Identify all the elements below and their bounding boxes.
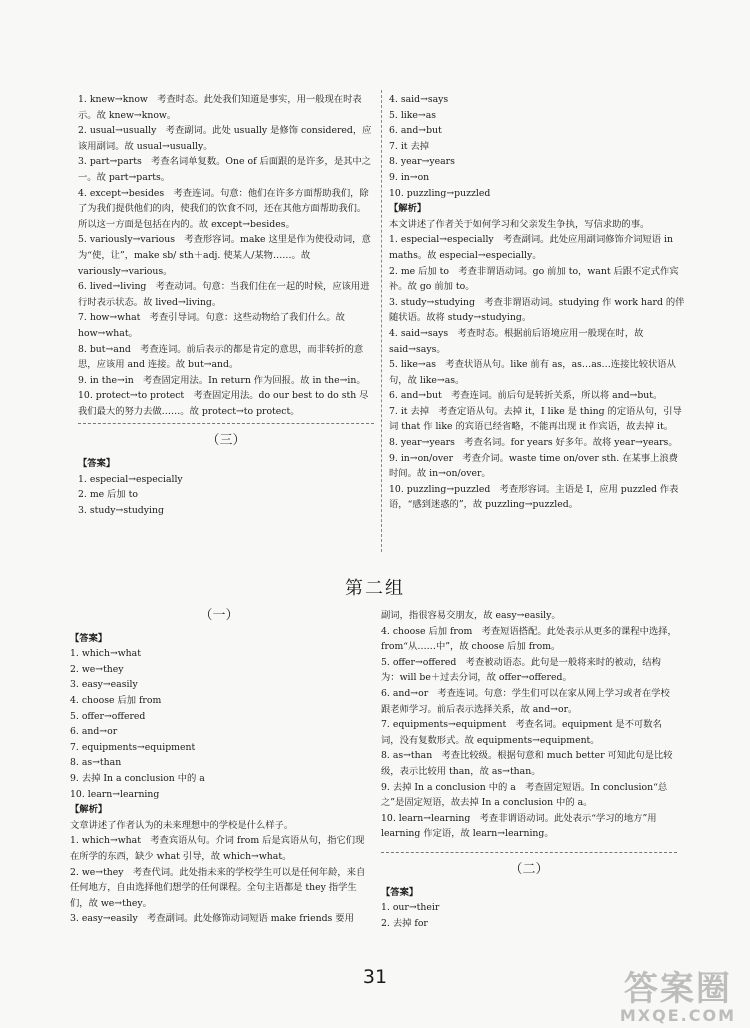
section-heading: （一）: [199, 608, 239, 623]
explanation-item: 6. lived→living 考查动词。句意：当我们住在一起的时候，应该用进行时表示状态。故 lived→living。: [78, 281, 370, 308]
answer-item: 7. equipments→equipment: [70, 741, 196, 753]
page-number: 31: [362, 966, 388, 988]
answer-item: 5. offer→offered: [70, 710, 146, 722]
watermark-text: 答案圈: [623, 969, 732, 1009]
section-divider: [381, 852, 677, 853]
explanation-item: 3. study→studying 考查非谓语动词。studying 作 work hard 的伴随状语。故将 study→studying。: [389, 296, 685, 324]
answer-item: 2. me 后加 to: [78, 489, 138, 501]
explanation-item: 3. easy→easily 考查副词。此处修饰动词短语 make friends 要用: [70, 913, 354, 925]
explanation-item: 1. which→what 考查宾语从句。介词 from 后是宾语从句，指它们现在所学的东西，缺少 what 引导，故 which→what。: [70, 835, 365, 862]
explanation-item: 8. but→and 考查连词。前后表示的都是肯定的意思，而非转折的意思，应该用 and 连接。故 but→and。: [78, 343, 364, 371]
answer-item: 7. it 去掉: [389, 140, 430, 152]
explanation-item: 7. how→what 考查引导词。句意：这些动物给了我们什么。故 how→what。: [78, 312, 345, 339]
section-divider: [78, 423, 374, 424]
answer-item: 1. which→what: [70, 648, 141, 660]
explanation-item: 10. learn→learning 考查非谓语动词。此处表示“学习的地方”用 learning 作定语，故 learn→learning。: [381, 812, 657, 840]
watermark-url: MXQE.COM: [619, 1006, 736, 1025]
bottom-left-column: [70, 604, 368, 927]
answer-item: 4. choose 后加 from: [70, 694, 162, 706]
explanation-item: 4. except→besides 考查连词。句意：他们在许多方面帮助我们，除了为我们提供他们的肉，使我们的饮食不同，还在其他方面帮助我们。所以这一方面是包括在内的。故 except→besides。: [78, 187, 369, 230]
bottom-right-column: [381, 608, 677, 931]
answer-label: 【答案】: [70, 632, 108, 644]
answer-item: 3. study→studying: [78, 504, 164, 516]
answer-item: 9. 去掉 In a conclusion 中的 a: [70, 772, 205, 784]
section-heading: （二）: [509, 861, 549, 877]
top-left-column: [78, 92, 374, 518]
section-heading: （三）: [206, 433, 246, 449]
top-left-items: [78, 92, 374, 419]
answer-item: 3. easy→easily: [70, 679, 138, 691]
explanation-item: 2. usual→usually 考查副词。此处 usually 是修饰 considered，应该用副词。故 usual→usually。: [78, 125, 372, 152]
explanation-item: 9. 去掉 In a conclusion 中的 a 考查固定短语。In conclusion“总之”是固定短语，故去掉 In a conclusion 中的 a。: [381, 781, 668, 809]
explanation-item: 副词，指很容易交朋友，故 easy→easily。: [381, 610, 561, 621]
answer-label: 【答案】: [381, 886, 419, 898]
explanation-item: 9. in→on/over 考查介词。waste time on/over sth. 在某事上浪费时间。故 in→on/over。: [389, 452, 678, 480]
answer-item: 1. our→their: [381, 902, 440, 914]
group-title: 第二组: [345, 578, 405, 599]
explanation-item: 4. choose 后加 from 考查短语搭配。此处表示从更多的课程中选择，from“从……中”，故 choose 后加 from。: [381, 625, 677, 653]
explanation-item: 9. in the→in 考查固定用法。In return 作为回报。故 in the→in。: [78, 374, 366, 386]
explanation-item: 5. offer→offered 考查被动语态。此句是一般将来时的被动，结构为：will be＋过去分词，故 offer→offered。: [381, 656, 661, 684]
explanation-item: 5. variously→various 考查形容词。make 这里是作为使役动词，意为“使，让”，make sb/ sth＋adj. 使某人/某物……。故 variously→various。: [78, 234, 371, 277]
answer-item: 10. learn→learning: [70, 788, 160, 800]
explanation-item: 2. me 后加 to 考查非谓语动词。go 前加 to，want 后跟不定式作宾补。故 go 前加 to。: [389, 265, 679, 293]
watermark-logo: [619, 969, 736, 1025]
answer-item: 1. especial→especially: [78, 473, 183, 485]
answer-item: 4. said→says: [389, 94, 449, 105]
explanation-item: 6. and→but 考查连词。前后句是转折关系，所以将 and→but。: [389, 390, 663, 402]
answer-item: 2. we→they: [70, 663, 124, 675]
explanation-item: 8. year→years 考查名词。for years 好多年。故将 year→years。: [389, 437, 678, 449]
explanation-item: 1. knew→know 考查时态。此处我们知道是事实，用一般现在时表示。故 knew→know。: [78, 94, 362, 121]
explanation-item: 6. and→or 考查连词。句意：学生们可以在家从网上学习或者在学校跟老师学习。前后表示选择关系，故 and→or。: [381, 687, 670, 715]
answer-item: 10. puzzling→puzzled: [389, 187, 491, 199]
answer-item: 8. as→than: [70, 757, 122, 769]
explanation-item: 5. like→as 考查状语从句。like 前有 as，as…as…连接比较状语从句，故 like→as。: [389, 359, 676, 386]
answer-item: 8. year→years: [389, 156, 455, 168]
explanation-item: 4. said→says 考查时态。根据前后语境应用一般现在时，故 said→says。: [389, 327, 644, 355]
analysis-intro: 本文讲述了作者关于如何学习和父亲发生争执，写信求助的事。: [389, 218, 650, 230]
top-right-column: [389, 92, 685, 513]
explanation-item: 7. equipments→equipment 考查名词。equipment 是不可数名词，没有复数形式。故 equipments→equipment。: [381, 719, 662, 746]
answer-item: 6. and→but: [389, 125, 442, 137]
explanation-item: 2. we→they 考查代词。此处指未来的学校学生可以是任何年龄，来自任何地方，自由选择他们想学的任何课程。全句主语都是 they 指学生们，故 we→they。: [70, 866, 366, 909]
analysis-label: 【解析】: [389, 203, 427, 215]
explanation-item: 10. protect→to protect 考查固定用法。do our best to do sth 尽我们最大的努力去做……。故 protect→to protect。: [78, 390, 369, 417]
explanation-item: 10. puzzling→puzzled 考查形容词。主语是 I，应用 puzzled 作表语，“感到迷惑的”，故 puzzling→puzzled。: [389, 483, 679, 511]
explanation-item: 7. it 去掉 考查定语从句。去掉 it，I like 是 thing 的定语从句，引导词 that 作 like 的宾语已经省略，不能再出现 it 作宾语，故去掉 it。: [389, 405, 682, 433]
analysis-intro: 文章讲述了作者认为的未来理想中的学校是什么样子。: [70, 819, 294, 831]
answer-label: 【答案】: [78, 458, 116, 470]
explanation-item: 1. especial→especially 考查副词。此处应用副词修饰介词短语 in maths。故 especial→especially。: [389, 234, 673, 261]
column-divider: [381, 90, 382, 552]
answer-item: 5. like→as: [389, 109, 437, 121]
explanation-item: 8. as→than 考查比较级。根据句意和 much better 可知此句是比较级，表示比较用 than，故 as→than。: [381, 750, 673, 777]
answer-item: 6. and→or: [70, 726, 118, 738]
answer-item: 2. 去掉 for: [381, 917, 428, 929]
answer-item: 9. in→on: [389, 171, 430, 183]
analysis-label: 【解析】: [70, 804, 108, 816]
explanation-item: 3. part→parts 考查名词单复数。One of 后面跟的是许多，是其中之一。故 part→parts。: [78, 156, 372, 183]
